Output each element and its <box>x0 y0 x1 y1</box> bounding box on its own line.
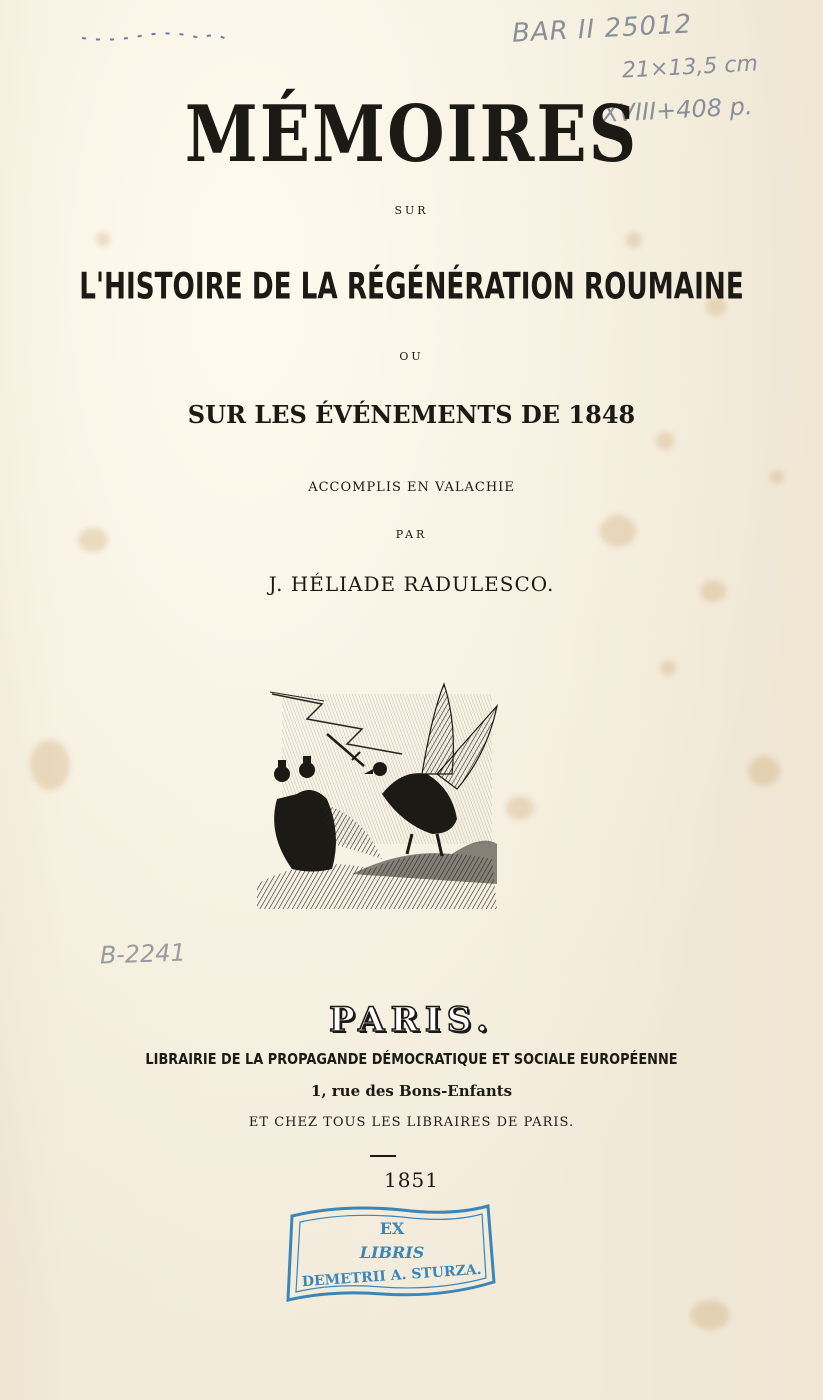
connector-sur: SUR <box>394 204 429 217</box>
dimensions-note: 21×13,5 cm <box>621 51 759 84</box>
imprint-address: 1, rue des Bons-Enfants <box>310 1082 513 1100</box>
imprint-city: PARIS. <box>329 1000 494 1040</box>
foxing-spot <box>748 756 780 786</box>
pencil-scribble-icon <box>80 28 230 48</box>
foxing-spot <box>626 232 642 248</box>
foxing-spot <box>506 796 534 820</box>
ex-libris-stamp-icon <box>282 1198 498 1308</box>
foxing-spot <box>96 232 110 246</box>
shelfmark-note: BAR II 25012 <box>511 9 693 49</box>
stamp-line-owner: DEMETRII A. STURZA. <box>301 1261 483 1291</box>
subtitle-events: SUR LES ÉVÉNEMENTS DE 1848 <box>187 400 636 429</box>
accomplished-line: ACCOMPLIS EN VALACHIE <box>308 480 515 495</box>
eagles-engraving-icon <box>252 674 502 914</box>
imprint-also: ET CHEZ TOUS LES LIBRAIRES DE PARIS. <box>248 1115 575 1130</box>
connector-ou: OU <box>399 350 424 363</box>
stamp-line-ex: EX <box>379 1219 405 1238</box>
foxing-spot <box>30 740 70 790</box>
foxing-spot <box>656 432 674 450</box>
subtitle-regeneration: L'HISTOIRE DE LA RÉGÉNÉRATION ROUMAINE <box>79 264 744 308</box>
pagination-note: XVIII+408 p. <box>601 92 754 128</box>
inventory-note: B-2241 <box>99 938 187 970</box>
foxing-spot <box>660 660 676 676</box>
main-title: MÉMOIRES <box>184 88 639 181</box>
imprint-publisher: LIBRAIRIE DE LA PROPAGANDE DÉMOCRATIQUE ET SOCIALE EUROPÉENNE <box>145 1050 678 1068</box>
stamp-line-libris: LIBRIS <box>359 1243 425 1262</box>
connector-par: PAR <box>395 528 428 541</box>
author-name: J. HÉLIADE RADULESCO. <box>268 572 555 596</box>
imprint-year: 1851 <box>384 1168 439 1192</box>
divider-rule <box>370 1155 396 1157</box>
foxing-spot <box>690 1300 730 1330</box>
